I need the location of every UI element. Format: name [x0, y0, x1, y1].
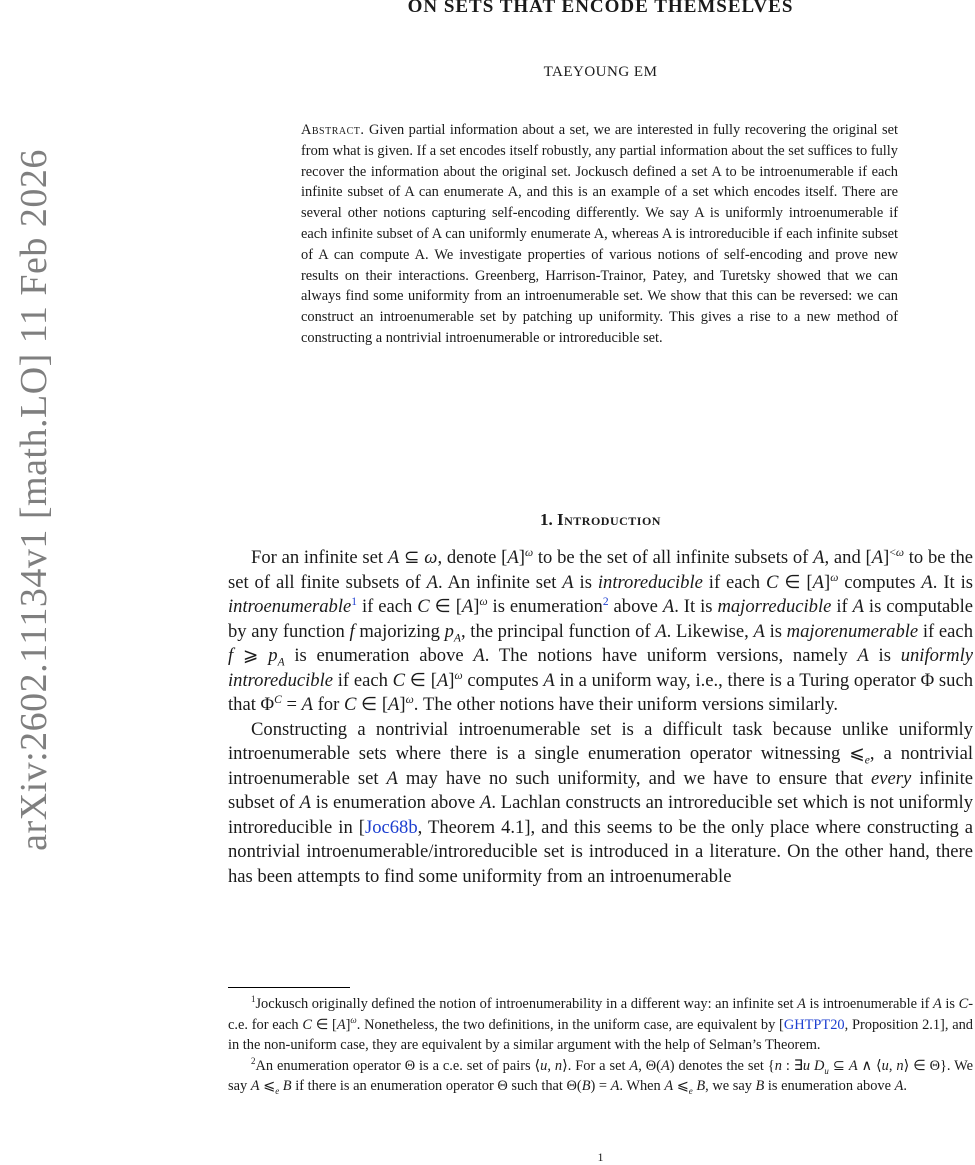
abstract-label: Abstract. — [301, 122, 365, 138]
section-heading — [228, 510, 973, 530]
footnote-ref-1[interactable]: 1 — [351, 595, 358, 608]
section-body — [228, 546, 973, 889]
footnotes — [228, 994, 973, 1097]
abstract-text: Given partial information about a set, we are interested in fully recovering the original set from what is given. If a set encodes itself robustly, any partial information about the set suffices to fully recover the information about the original set. Jockusch defined a set A to be introenumerable if each infinite subset of A can enumerate A, and this is an example of a set which encodes itself. There are several other notions capturing self-encoding differently. We say A is uniformly introenumerable if each infinite subset of A can uniformly enumerate A, whereas A is introreducible if each infinite subset of A can compute A. We investigate properties of various notions of self-encoding and prove new results on their interactions. Greenberg, Harrison-Trainor, Patey, and Turetsky showed that we can always find some uniformity from an introenumerable set. We show that this can be reversed: we can construct an introenumerable set by patching up uniformity. This gives a rise to a new method of constructing a nontrivial introenumerable or introreducible set. — [301, 122, 898, 346]
paper-author: TAEYOUNG EM — [543, 64, 658, 80]
page-number: 1 — [597, 1150, 604, 1164]
footnote-ref-2[interactable]: 2 — [602, 595, 609, 608]
citation-joc68b[interactable]: Joc68b — [364, 816, 418, 838]
paper-title: ON SETS THAT ENCODE THEMSELVES — [407, 0, 794, 17]
paragraph-1: For an infinite set A ⊆ ω, denote $[A]^\omega$ to be the set of all infinite subsets of A, and $[A]^{<\omega}$ to be the set of all finite subsets of A. An infinite set A is introreducible if each C ∈ $[A]^\omega$ computes A. It is introenumerable$^1$ if each C ∈ $[A]^\omega$ is enumeration$^2$ above A. It is majorreducible if A is computable by any function f majorizing $p_A$, the principal function of A. Likewise, A is majorenumerable if each f ⩾ $p_A$ is enumeration above A. The notions have uniform versions, namely A is uniformly introreducible if each C ∈ $[A]^\omega$ computes A in a uniform way, i.e., there is a Turing operator Φ such that $\Phi^C = A$ for C ∈ $[A]^\omega$. The other notions have their uniform versions similarly. — [228, 546, 974, 715]
arxiv-sidebar — [0, 0, 64, 1165]
paragraph-2: Constructing a nontrivial introenumerable set is a difficult task because unlike uniformly introenumerable sets where there is a single enumeration operator witnessing $⩽_e$, a nontrivial introenumerable set A may have no such uniformity, and we have to ensure that every infinite subset of A is enumeration above A. Lachlan constructs an introreducible set which is not uniformly introreducible in [Joc68b, Theorem 4.1], and this seems to be the only place where constructing a nontrivial introenumerable/introreducible set is introduced in a literature. On the other hand, there has been attempts to find some uniformity from an introenumerable — [228, 718, 973, 887]
citation-ghtpt20[interactable]: GHTPT20 — [783, 1016, 845, 1033]
arxiv-identifier: arXiv:2602.11134v1 [math.LO] 11 Feb 2026 — [13, 149, 55, 851]
section-title: Introduction — [557, 510, 661, 529]
footnote-1: $^1$Jockusch originally defined the notion of introenumerability in a different way: an infinite set A is introenumerable if A is C-c.e. for each C ∈ $[A]^\omega$. Nonetheless, the two definitions, in the uniform case, are equivalent by [GHTPT20, Proposition 2.1], and in the non-uniform case, they are equivalent by a similar argument with the help of Selman’s Theorem. — [228, 994, 974, 1054]
footnote-divider — [228, 987, 350, 988]
footnote-2: $^2$An enumeration operator Θ is a c.e. set of pairs ⟨u, n⟩. For a set A, Θ(A) denotes the set {n : ∃u $D_u$ ⊆ A ∧ ⟨u, n⟩ ∈ Θ}. We say A $⩽_e$ B if there is an enumeration operator Θ such that Θ(B) = A. When A $⩽_e$ B, we say B is enumeration above A. — [228, 1055, 973, 1097]
abstract — [301, 120, 898, 349]
section-number: 1. — [540, 510, 553, 529]
